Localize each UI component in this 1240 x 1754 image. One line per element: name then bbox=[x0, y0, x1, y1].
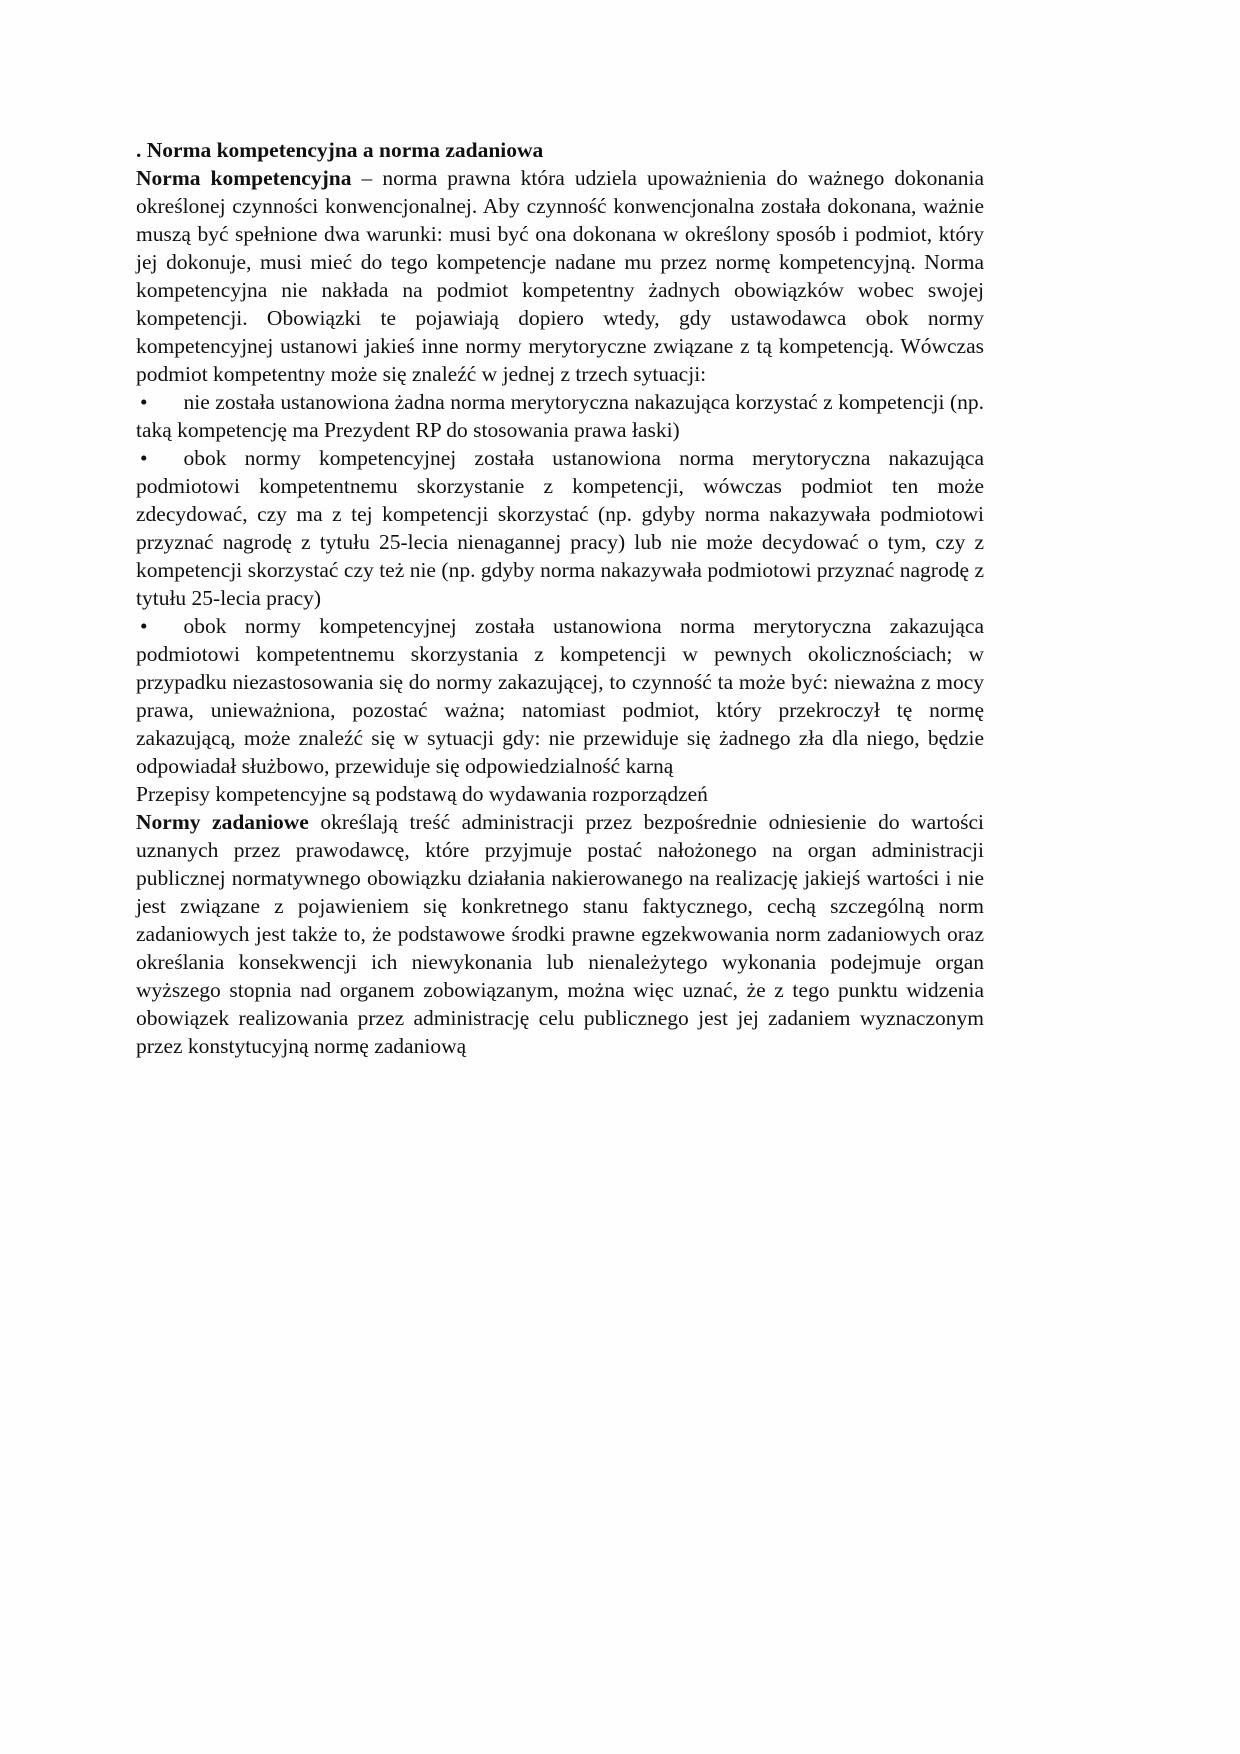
bullet-text: obok normy kompetencyjnej została ustanowiona norma merytoryczna nakazująca podmiotowi kompetentnemu skorzystanie z kompetencji, wówczas podmiot ten może zdecydować, czy ma z tej kompetencji skorzystać (np. gdyby norma nakazywała podmiotowi przyznać nagrodę z tytułu 25-lecia nienagannej pracy) lub nie może decydować o tym, czy z kompetencji skorzystać czy też nie (np. gdyby norma nakazywała podmiotowi przyznać nagrodę z tytułu 25-lecia pracy) bbox=[136, 446, 984, 610]
bullet-text: obok normy kompetencyjnej została ustanowiona norma merytoryczna zakazująca podmiotowi kompetentnemu skorzystania z kompetencji w pewnych okolicznościach; w przypadku niezastosowania się do normy zakazującej, to czynność ta może być: nieważna z mocy prawa, unieważniona, pozostać ważna; natomiast podmiot, który przekroczył tę normę zakazującą, może znaleźć się w sytuacji gdy: nie przewiduje się żadnego zła dla niego, będzie odpowiadał służbowo, przewiduje się odpowiedzialność karną bbox=[136, 614, 984, 778]
document-content bbox=[136, 136, 984, 1060]
paragraph-norma-kompetencyjna bbox=[136, 164, 984, 388]
bullet-icon: • bbox=[140, 390, 148, 414]
paragraph-przepisy: Przepisy kompetencyjne są podstawą do wydawania rozporządzeń bbox=[136, 782, 708, 806]
bold-lead-normy-zadaniowe: Normy zadaniowe bbox=[136, 810, 309, 834]
bullet-text: nie została ustanowiona żadna norma merytoryczna nakazująca korzystać z kompetencji (np. taką kompetencję ma Prezydent RP do stosowania prawa łaski) bbox=[136, 390, 984, 442]
bullet-item-1 bbox=[136, 388, 984, 444]
bullet-item-2 bbox=[136, 444, 984, 612]
paragraph-text: określają treść administracji przez bezpośrednie odniesienie do wartości uznanych przez prawodawcę, które przyjmuje postać nałożonego na organ administracji publicznej normatywnego obowiązku działania nakierowanego na realizację jakiejś wartości i nie jest związane z pojawieniem się konkretnego stanu faktycznego, cechą szczególną norm zadaniowych jest także to, że podstawowe środki prawne egzekwowania norm zadaniowych oraz określania konsekwencji ich niewykonania lub nienależytego wykonania podejmuje organ wyższego stopnia nad organem zobowiązanym, można więc uznać, że z tego punktu widzenia obowiązek realizowania przez administrację celu publicznego jest jej zadaniem wyznaczonym przez konstytucyjną normę zadaniową bbox=[136, 810, 984, 1058]
bullet-item-3 bbox=[136, 612, 984, 780]
paragraph-text: – norma prawna która udziela upoważnienia do ważnego dokonania określonej czynności konwencjonalnej. Aby czynność konwencjonalna została dokonana, ważnie muszą być spełnione dwa warunki: musi być ona dokonana w określony sposób i podmiot, który jej dokonuje, musi mieć do tego kompetencje nadane mu przez normę kompetencyjną. Norma kompetencyjna nie nakłada na podmiot kompetentny żadnych obowiązków wobec swojej kompetencji. Obowiązki te pojawiają dopiero wtedy, gdy ustawodawca obok normy kompetencyjnej ustanowi jakieś inne normy merytoryczne związane z tą kompetencją. Wówczas podmiot kompetentny może się znaleźć w jednej z trzech sytuacji: bbox=[136, 166, 984, 386]
document-title: . Norma kompetencyjna a norma zadaniowa bbox=[136, 138, 544, 162]
bullet-icon: • bbox=[140, 614, 148, 638]
bullet-icon: • bbox=[140, 446, 148, 470]
paragraph-normy-zadaniowe bbox=[136, 808, 984, 1060]
bold-lead-norma-kompetencyjna: Norma kompetencyjna bbox=[136, 166, 352, 190]
